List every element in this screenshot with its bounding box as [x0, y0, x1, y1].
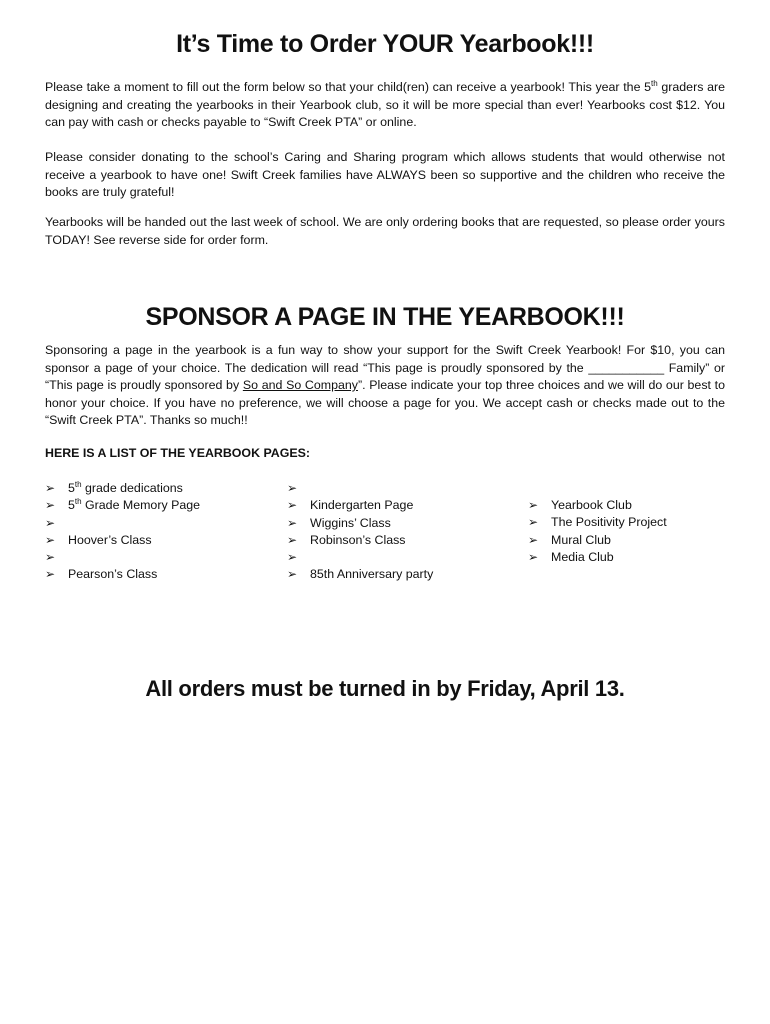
- intro-paragraph-1: [45, 79, 725, 132]
- arrow-bullet-icon: ➢: [528, 532, 539, 547]
- arrow-bullet-icon: ➢: [287, 515, 298, 530]
- intro-paragraph-3: Yearbooks will be handed out the last week of school. We are only ordering books that are requested, so please order yours TODAY! See reverse side for order form.: [45, 215, 725, 247]
- list-item: [287, 480, 433, 497]
- intro-p1-text-b: graders are designing and creating the yearbooks in their Yearbook club, so it will be more special than ever! Yearbooks cost $12. You can pay with cash or checks payable to “Swift Creek PTA” or online.: [45, 80, 725, 129]
- pages-list-column-2: [287, 480, 433, 584]
- arrow-bullet-icon: ➢: [45, 567, 56, 582]
- intro-paragraph-2: Please consider donating to the school’s Caring and Sharing program which allows students that would otherwise not receive a yearbook to have one! Swift Creek families have ALWAYS been so supportive and the children who receive the books are truly grateful!: [45, 150, 725, 199]
- arrow-bullet-icon: ➢: [45, 498, 56, 513]
- list-item: ➢ The Positivity Project: [528, 514, 667, 531]
- list-item: ➢ Wiggins’ Class: [287, 515, 433, 532]
- arrow-bullet-icon: ➢: [45, 550, 56, 565]
- arrow-bullet-icon: ➢: [45, 532, 56, 547]
- order-deadline: All orders must be turned in by Friday, April 13.: [145, 676, 625, 701]
- list-item: ➢ Hoover’s Class: [45, 532, 200, 549]
- arrow-bullet-icon: ➢: [287, 481, 298, 495]
- arrow-bullet-icon: ➢: [528, 515, 539, 530]
- list-item: ➢ Media Club: [528, 549, 667, 566]
- pages-list-column-3: [528, 497, 667, 566]
- arrow-bullet-icon: ➢: [45, 515, 56, 530]
- arrow-bullet-icon: ➢: [528, 549, 539, 564]
- arrow-bullet-icon: ➢: [287, 498, 298, 513]
- pages-list-heading: HERE IS A LIST OF THE YEARBOOK PAGES:: [45, 446, 311, 460]
- list-item: ➢ 5th grade dedications: [45, 480, 200, 497]
- pages-list-column-1: [45, 480, 200, 584]
- sponsor-text-a: Sponsoring a page in the yearbook is a fun way to show your support for the Swift Creek Yearbook! For $10, you can sponsor a page of your choice. The dedication will read “This page is proudly sponsored by the ___________ Family” or “This page is proudly sponsored by: [45, 343, 725, 392]
- sponsor-text-b: ”. Please indicate your top three choices and we will do our best to honor your choice. If you have no preference, we will choose a page for you. We accept cash or checks made out to the “Swift Creek PTA”. Thanks so much!!: [45, 378, 725, 427]
- list-item: ➢ Pearson’s Class: [45, 566, 200, 583]
- arrow-bullet-icon: ➢: [45, 481, 56, 495]
- arrow-bullet-icon: ➢: [287, 550, 298, 565]
- page-title: It’s Time to Order YOUR Yearbook!!!: [176, 30, 594, 58]
- list-item: [45, 515, 200, 532]
- arrow-bullet-icon: ➢: [287, 532, 298, 547]
- sponsor-title: SPONSOR A PAGE IN THE YEARBOOK!!!: [145, 303, 625, 331]
- arrow-bullet-icon: ➢: [528, 498, 539, 512]
- sponsor-paragraph: [45, 342, 725, 430]
- intro-p1-text-a: Please take a moment to fill out the form below so that your child(ren) can receive a yearbook! This year the 5: [45, 80, 652, 94]
- intro-p1-superscript: th: [651, 78, 658, 88]
- arrow-bullet-icon: ➢: [287, 567, 298, 582]
- sponsor-company-name: So and So Company: [242, 378, 358, 392]
- list-item: ➢ Kindergarten Page: [287, 497, 433, 514]
- list-item: [287, 549, 433, 566]
- list-item: [45, 549, 200, 566]
- list-item: ➢ Yearbook Club: [528, 497, 667, 514]
- list-item: ➢ Mural Club: [528, 532, 667, 549]
- list-item: ➢ 5th Grade Memory Page: [45, 497, 200, 514]
- list-item: ➢ 85th Anniversary party: [287, 566, 433, 583]
- list-item: ➢ Robinson’s Class: [287, 532, 433, 549]
